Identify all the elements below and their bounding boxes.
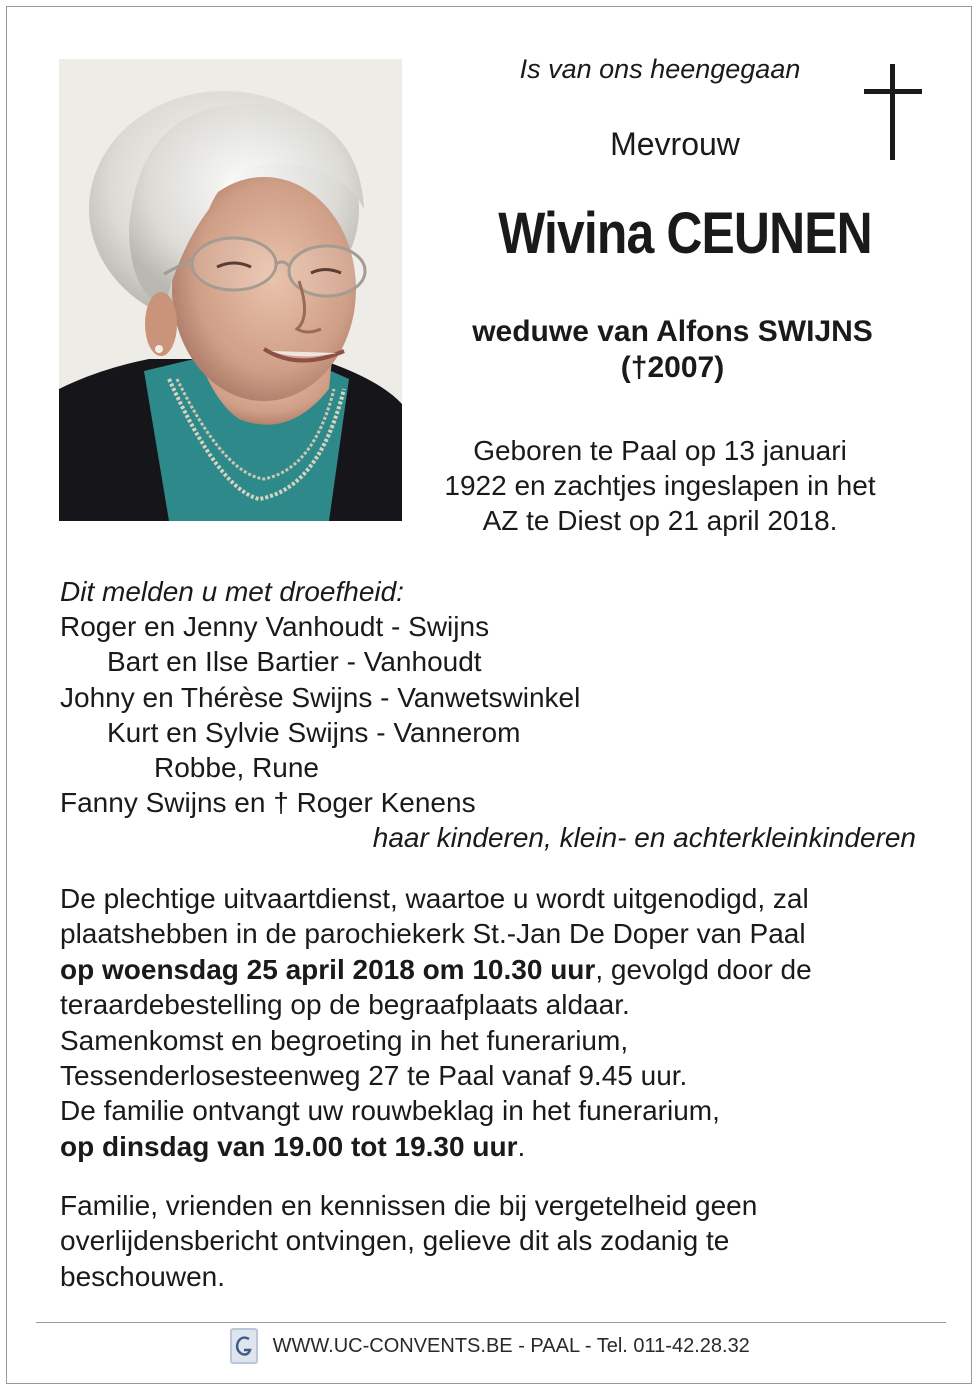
family-member: Johny en Thérèse Swijns - Vanwetswinkel	[60, 681, 581, 713]
title-prefix: Mevrouw	[610, 126, 740, 162]
born-line: 1922 en zachtjes ingeslapen in het	[444, 470, 876, 501]
family-member: Kurt en Sylvie Swijns - Vannerom	[107, 716, 521, 748]
uc-convents-logo-icon	[230, 1328, 258, 1364]
service-line: Tessenderlosesteenweg 27 te Paal vanaf 9.45 uur.	[60, 1060, 688, 1092]
service-line: teraardebestelling op de begraafplaats aldaar.	[60, 989, 630, 1021]
intro-text: Is van ons heengegaan	[519, 54, 801, 84]
family-closing: haar kinderen, klein- en achterkleinkinderen	[372, 822, 916, 854]
service-line: De plechtige uitvaartdienst, waartoe u wordt uitgenodigd, zal	[60, 883, 809, 914]
family-member: Bart en Ilse Bartier - Vanhoudt	[107, 646, 482, 678]
service-line: De familie ontvangt uw rouwbeklag in het funerarium,	[60, 1095, 720, 1127]
notice-line: beschouwen.	[60, 1260, 226, 1292]
footer-contact: WWW.UC-CONVENTS.BE - PAAL - Tel. 011-42.28.32	[272, 1334, 750, 1357]
notice-line: Familie, vrienden en kennissen die bij vergetelheid geen	[60, 1190, 758, 1221]
family-intro: Dit melden u met droefheid:	[60, 576, 404, 607]
footer	[0, 1328, 980, 1366]
service-line: Samenkomst en begroeting in het funerarium,	[60, 1024, 629, 1056]
service-line	[60, 952, 950, 987]
spouse-death-year: (†2007)	[620, 351, 725, 384]
spouse-info	[420, 314, 925, 386]
service-line: plaatshebben in de parochiekerk St.-Jan De Doper van Paal	[60, 918, 806, 950]
family-member: Robbe, Rune	[154, 752, 320, 784]
service-line-rest: , gevolgd door de	[595, 953, 812, 985]
family-list	[60, 574, 930, 856]
footer-divider	[36, 1322, 946, 1323]
service-line	[60, 1129, 950, 1164]
birth-death-details	[420, 433, 900, 538]
born-line: AZ te Diest op 21 april 2018.	[482, 505, 838, 536]
spouse-line: weduwe van Alfons SWIJNS	[472, 315, 873, 348]
portrait-photo	[59, 59, 402, 521]
service-paragraph	[60, 881, 950, 1164]
family-member: Fanny Swijns en † Roger Kenens	[60, 787, 476, 819]
family-member: Roger en Jenny Vanhoudt - Swijns	[60, 611, 490, 643]
deceased-name: Wivina CEUNEN	[498, 201, 872, 266]
notice-paragraph	[60, 1188, 950, 1294]
service-line-rest: .	[517, 1130, 526, 1162]
service-date: op woensdag 25 april 2018 om 10.30 uur	[60, 953, 596, 985]
born-line: Geboren te Paal op 13 januari	[473, 435, 847, 466]
notice-line: overlijdensbericht ontvingen, gelieve dit als zodanig te	[60, 1225, 730, 1257]
visitation-time: op dinsdag van 19.00 tot 19.30 uur	[60, 1130, 518, 1162]
